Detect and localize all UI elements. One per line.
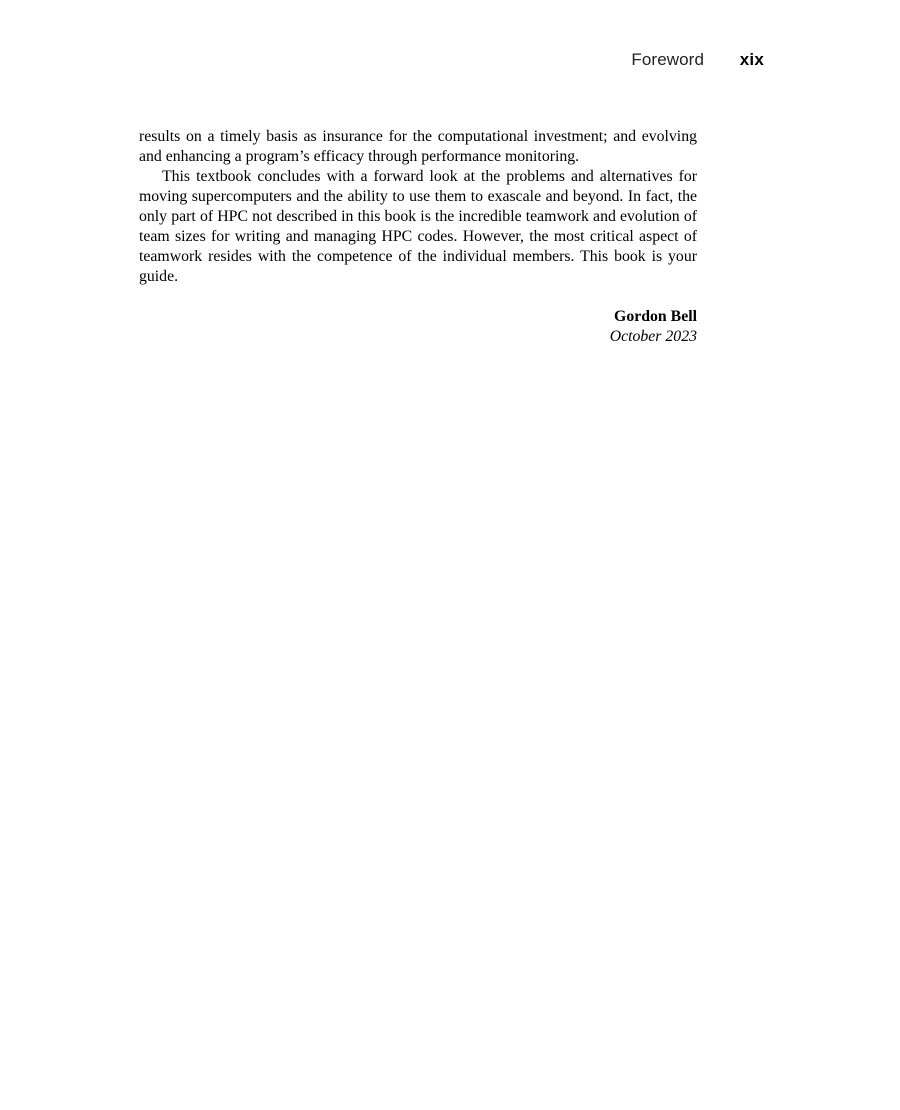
paragraph: This textbook concludes with a forward look at the problems and alternatives for moving supercomputers and the ability to use them to exascale and beyond. In fact, the only part of HPC not described in this book is the incredible teamwork and evolution of team sizes for writing and managing HPC codes. However, the most critical aspect of teamwork resides with the competence of the individual members. This book is your guide. — [139, 168, 697, 285]
signature-block — [139, 307, 697, 347]
paragraph: results on a timely basis as insurance for the computational investment; and evolving and enhancing a program’s efficacy through performance monitoring. — [139, 128, 697, 165]
signature-date: October 2023 — [609, 328, 697, 345]
running-header — [560, 48, 764, 72]
section-title: Foreword — [631, 50, 704, 69]
page-number: xix — [739, 50, 764, 69]
author-name: Gordon Bell — [614, 308, 697, 325]
body-text — [139, 127, 697, 287]
